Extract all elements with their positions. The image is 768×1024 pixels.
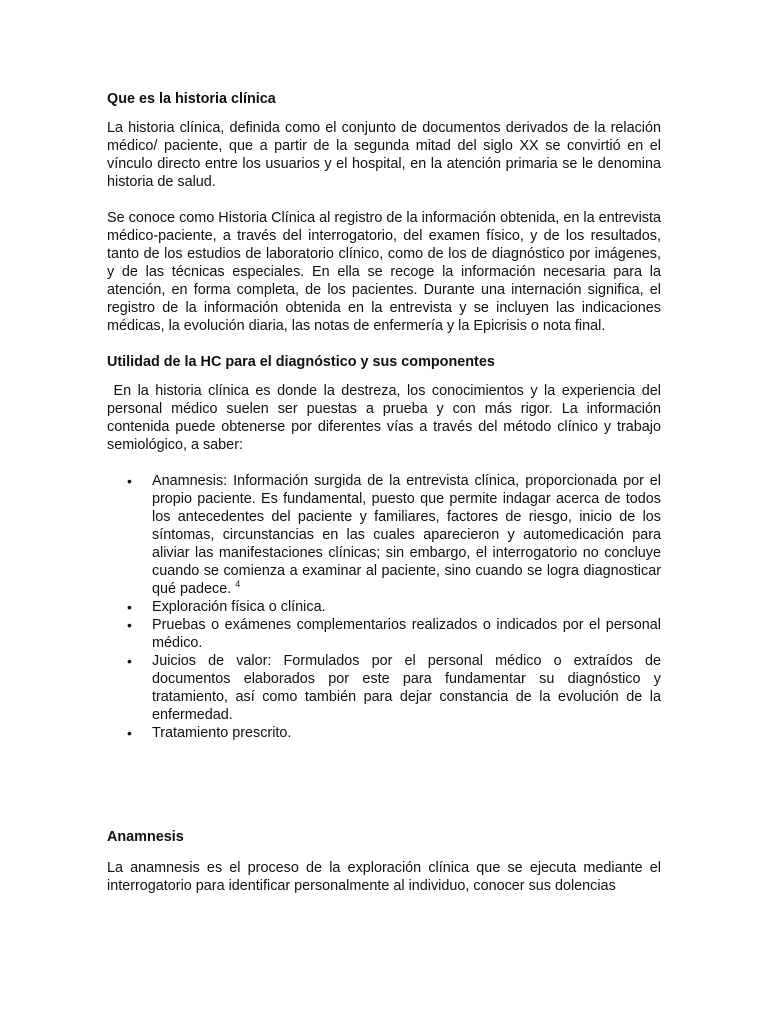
paragraph-anamnesis: La anamnesis es el proceso de la exploración clínica que se ejecuta mediante el interrogatorio para identificar personalmente al individuo, conocer sus dolencias bbox=[107, 860, 661, 894]
paragraph-registro: Se conoce como Historia Clínica al registro de la información obtenida, en la entrevista médico-paciente, a través del interrogatorio, del examen físico, y de los resultados, tanto de los estudios de laboratorio clínico, como de los de diagnóstico por imágenes, y de las técnicas especiales. En ella se recoge la información necesaria para la atención, en forma completa, de los pacientes. Durante una internación significa, el registro de la información obtenida en la entrevista y se incluyen las indicaciones médicas, la evolución diaria, las notas de enfermería y la Epicrisis o nota final. bbox=[107, 210, 661, 334]
list-item-tratamiento bbox=[107, 724, 661, 742]
list-item-text: Pruebas o exámenes complementarios realizados o indicados por el personal médico. bbox=[152, 617, 661, 651]
list-item-text: Anamnesis: Información surgida de la entrevista clínica, proporcionada por el propio paciente. Es fundamental, puesto que permite indagar acerca de todos los antecedentes del paciente y familiares, factores de riesgo, inicio de los síntomas, circunstancias en las cuales aparecieron y automedicación para aliviar las manifestaciones clínicas; sin embargo, el interrogatorio no concluye cuando se comienza a examinar al paciente, sino cuando se logra diagnosticar qué padece. bbox=[152, 473, 661, 597]
list-item-text: Exploración física o clínica. bbox=[152, 599, 326, 615]
bullet-icon: • bbox=[127, 473, 132, 489]
heading-historia-clinica: Que es la historia clínica bbox=[107, 91, 276, 107]
list-item-pruebas bbox=[107, 616, 661, 652]
list-item-exploracion bbox=[107, 598, 661, 616]
list-item-text: Juicios de valor: Formulados por el personal médico o extraídos de documentos elaborados por este para fundamentar su diagnóstico y tratamiento, así como también para dejar constancia de la evolución de la enfermedad. bbox=[152, 653, 661, 723]
heading-utilidad-hc: Utilidad de la HC para el diagnóstico y sus componentes bbox=[107, 354, 495, 370]
bullet-icon: • bbox=[127, 599, 132, 615]
paragraph-definicion: La historia clínica, definida como el conjunto de documentos derivados de la relación médico/ paciente, que a partir de la segunda mitad del siglo XX se convirtió en el vínculo directo entre los usuarios y el hospital, en la atención primaria se le denomina historia de salud. bbox=[107, 120, 661, 190]
paragraph-destreza: En la historia clínica es donde la destreza, los conocimientos y la experiencia del personal médico suelen ser puestas a prueba y con más rigor. La información contenida puede obtenerse por diferentes vías a través del método clínico y trabajo semiológico, a saber: bbox=[107, 383, 666, 453]
bullet-icon: • bbox=[127, 725, 132, 741]
list-item-text: Tratamiento prescrito. bbox=[152, 725, 292, 741]
list-item-anamnesis bbox=[107, 472, 661, 598]
bullet-icon: • bbox=[127, 653, 132, 669]
document-body bbox=[107, 90, 666, 895]
footnote-ref: 4 bbox=[235, 579, 241, 590]
heading-anamnesis: Anamnesis bbox=[107, 829, 184, 845]
list-item-juicios bbox=[107, 652, 661, 724]
components-list bbox=[107, 472, 661, 742]
bullet-icon: • bbox=[127, 617, 132, 633]
